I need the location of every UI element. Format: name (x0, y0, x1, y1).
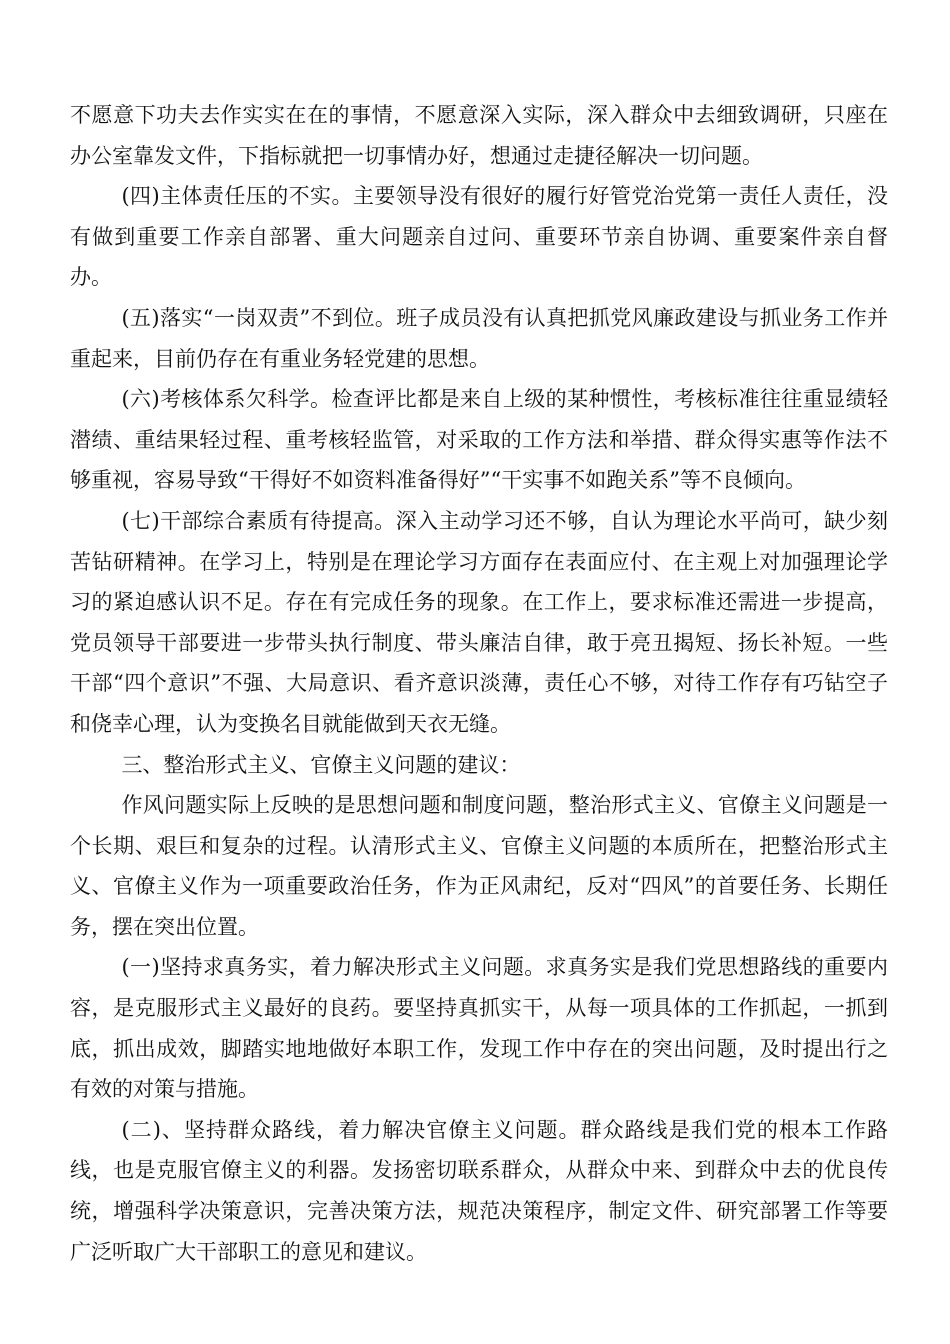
paragraph-item-4: (四)主体责任压的不实。主要领导没有很好的履行好管党治党第一责任人责任，没有做到重要工作亲自部署、重大问题亲自过问、重要环节亲自协调、重要案件亲自督办。 (70, 184, 888, 290)
paragraph-item-5: (五)落实“一岗双责”不到位。班子成员没有认真把抓党风廉政建设与抓业务工作并重起来，目前仍存在有重业务轻党建的思想。 (70, 305, 888, 371)
section-heading-3: 三、整治形式主义、官僚主义问题的建议： (121, 752, 521, 777)
paragraph-continuation: 不愿意下功夫去作实实在在的事情，不愿意深入实际，深入群众中去细致调研，只座在办公室靠发文件，下指标就把一切事情办好，想通过走捷径解决一切问题。 (70, 103, 888, 168)
paragraph-item-6: (六)考核体系欠科学。检查评比都是来自上级的某种惯性，考核标准往往重显绩轻潜绩、重结果轻过程、重考核轻监管，对采取的工作方法和举措、群众得实惠等作法不够重视，容易导致“干得好不如资料准备得好”“干实事不如跑关系”等不良倾向。 (70, 387, 888, 493)
paragraph-section-intro: 作风问题实际上反映的是思想问题和制度问题，整治形式主义、官僚主义问题是一个长期、艰巨和复杂的过程。认清形式主义、官僚主义问题的本质所在，把整治形式主义、官僚主义作为一项重要政治任务，作为正风肃纪，反对“四风”的首要任务、长期任务，摆在突出位置。 (70, 793, 888, 939)
paragraph-item-7: (七)干部综合素质有待提高。深入主动学习还不够，自认为理论水平尚可，缺少刻苦钻研精神。在学习上，特别是在理论学习方面存在表面应付、在主观上对加强理论学习的紧迫感认识不足。存在有完成任务的现象。在工作上，要求标准还需进一步提高，党员领导干部要进一步带头执行制度、带头廉洁自律，敢于亮丑揭短、扬长补短。一些干部“四个意识”不强、大局意识、看齐意识淡薄，责任心不够，对待工作存有巧钻空子和侥幸心理，认为变换名目就能做到天衣无缝。 (70, 508, 888, 736)
paragraph-suggestion-2: (二)、坚持群众路线，着力解决官僚主义问题。群众路线是我们党的根本工作路线，也是克服官僚主义的利器。发扬密切联系群众，从群众中来、到群众中去的优良传统，增强科学决策意识，完善决策方法，规范决策程序，制定文件、研究部署工作等要广泛听取广大干部职工的意见和建议。 (70, 1117, 888, 1264)
paragraph-suggestion-1: (一)坚持求真务实，着力解决形式主义问题。求真务实是我们党思想路线的重要内容，是克服形式主义最好的良药。要坚持真抓实干，从每一项具体的工作抓起，一抓到底，抓出成效，脚踏实地地做好本职工作，发现工作中存在的突出问题，及时提出行之有效的对策与措施。 (70, 955, 888, 1102)
document-body (70, 95, 888, 1272)
